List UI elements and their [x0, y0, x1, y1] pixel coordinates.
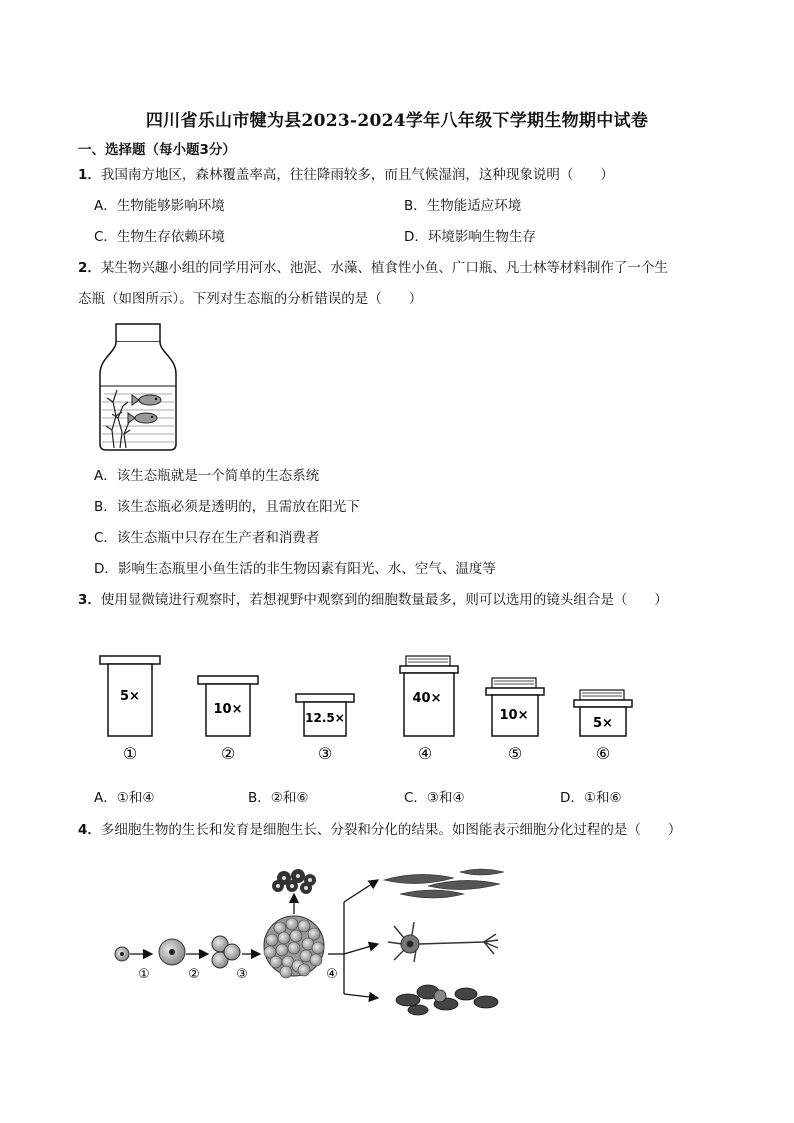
- q1-option-c: C．生物生存依赖环境: [94, 229, 225, 245]
- question-text-line1: 某生物兴趣小组的同学用河水、池泥、水藻、植食性小鱼、广口瓶、凡士林等材料制作了一个生: [100, 260, 668, 276]
- lens-number: ③: [317, 744, 333, 763]
- lens-3: [296, 694, 354, 763]
- muscle-cells-icon: [384, 869, 504, 898]
- q1-option-d: D．环境影响生物生存: [404, 229, 536, 245]
- q2-option-c: C．该生态瓶中只存在生产者和消费者: [94, 530, 320, 546]
- question-text: 多细胞生物的生长和发育是细胞生长、分裂和分化的结果。如图能表示细胞分化过程的是（ ）: [100, 822, 682, 838]
- page-title: 四川省乐山市犍为县2023-2024学年八年级下学期生物期中试卷: [145, 111, 649, 131]
- lens-number: ④: [417, 744, 433, 763]
- lens-magnification: 12.5×: [305, 711, 345, 725]
- question-text: 使用显微镜进行观察时，若想视野中观察到的细胞数量最多，则可以选用的镜头组合是（ ）: [100, 592, 668, 608]
- q3-option-c: C．③和④: [404, 790, 465, 806]
- lens-magnification: 40×: [412, 691, 442, 706]
- q3-option-b: B．②和⑥: [248, 790, 309, 806]
- q2-option-b: B．该生态瓶必须是透明的，且需放在阳光下: [94, 499, 360, 515]
- step-label: ①: [138, 967, 150, 982]
- question-number: 3．: [78, 592, 101, 608]
- q1-option-a: A．生物能够影响环境: [94, 198, 225, 214]
- question-number: 1．: [78, 167, 101, 183]
- question-3: [78, 590, 668, 610]
- q1-option-b: B．生物能适应环境: [404, 198, 522, 214]
- question-number: 4．: [78, 822, 101, 838]
- question-number: 2．: [78, 260, 101, 276]
- step-label: ④: [326, 967, 338, 982]
- blood-cells-icon: [396, 985, 498, 1015]
- lens-number: ⑤: [507, 744, 523, 763]
- lens-number: ②: [220, 744, 236, 763]
- q2-option-a: A．该生态瓶就是一个简单的生态系统: [94, 468, 320, 484]
- small-cell-cluster: [272, 869, 316, 894]
- lens-figure: [96, 650, 656, 770]
- cell-differentiation-figure: [108, 864, 518, 1024]
- neuron-icon: [388, 922, 498, 962]
- question-1: [78, 165, 614, 185]
- section-heading: 一、选择题（每小题3分）: [78, 142, 236, 158]
- cell-cluster: [264, 916, 324, 978]
- lens-1: [100, 656, 160, 763]
- lens-6: [574, 690, 632, 763]
- q3-option-a: A．①和④: [94, 790, 155, 806]
- lens-magnification: 10×: [213, 702, 243, 717]
- lens-5: [486, 678, 544, 763]
- question-2-line2: 态瓶（如图所示）。下列对生态瓶的分析错误的是（ ）: [78, 291, 423, 307]
- step-label: ③: [236, 967, 248, 982]
- q2-option-d: D．影响生态瓶里小鱼生活的非生物因素有阳光、水、空气、温度等: [94, 561, 496, 577]
- q3-option-d: D．①和⑥: [560, 790, 622, 806]
- lens-4: [400, 656, 458, 763]
- question-2: [78, 258, 668, 278]
- ecosystem-bottle-figure: [96, 322, 180, 452]
- lens-number: ①: [122, 744, 138, 763]
- question-text: 我国南方地区，森林覆盖率高，往往降雨较多，而且气候湿润，这种现象说明（ ）: [100, 167, 614, 183]
- lens-magnification: 5×: [120, 689, 140, 704]
- lens-magnification: 10×: [499, 708, 529, 723]
- lens-2: [198, 676, 258, 763]
- question-4: [78, 820, 681, 840]
- step-label: ②: [188, 967, 200, 982]
- lens-number: ⑥: [595, 744, 611, 763]
- lens-magnification: 5×: [593, 716, 613, 731]
